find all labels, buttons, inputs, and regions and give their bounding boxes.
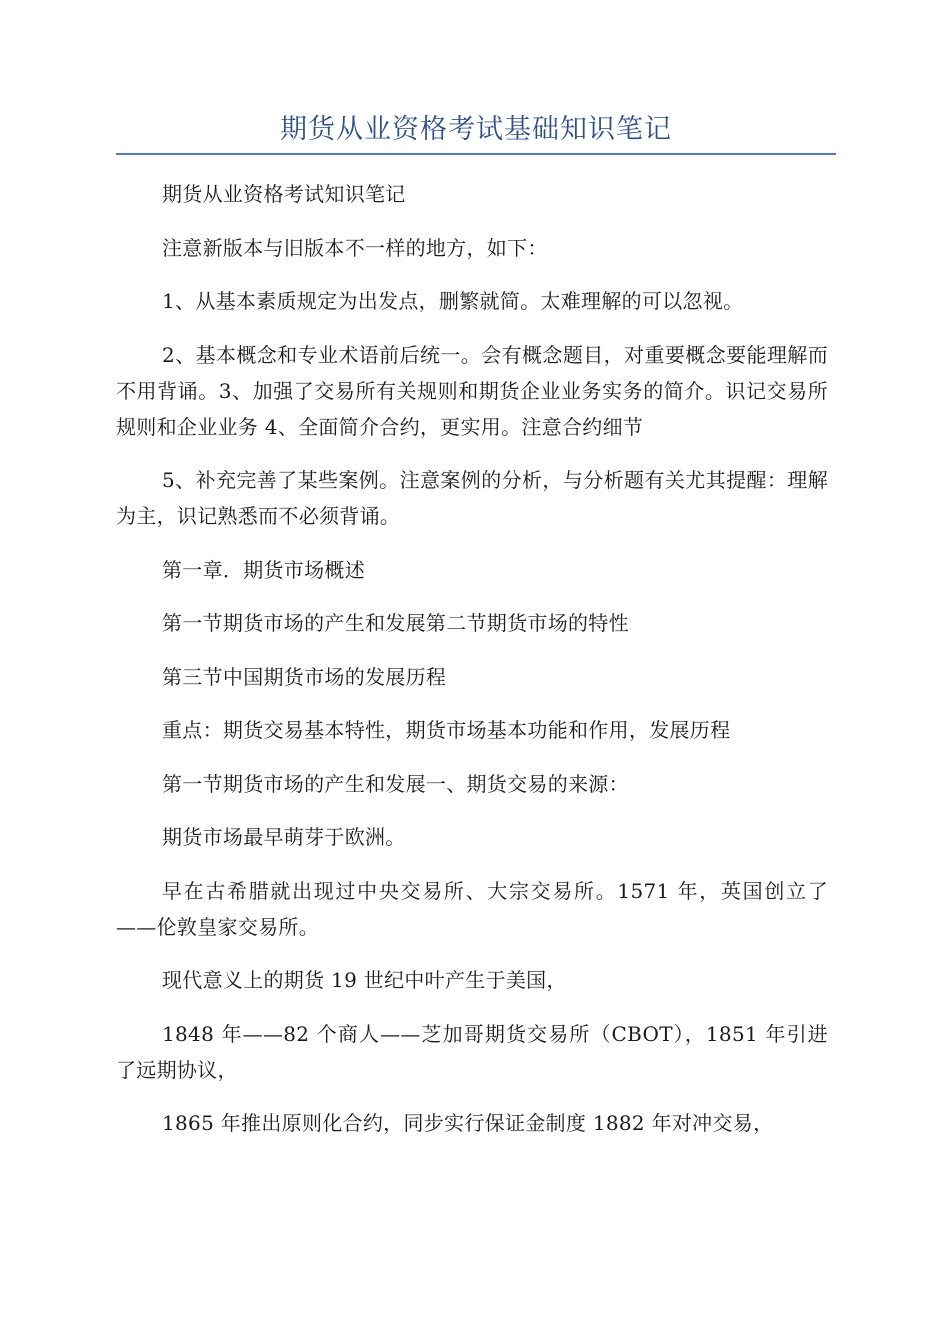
paragraph: 1848 年——82 个商人——芝加哥期货交易所（CBOT），1851 年引进了远期协议， (116, 1021, 828, 1082)
paragraph: 期货市场最早萌芽于欧洲。 (162, 825, 406, 849)
paragraph: 第三节中国期货市场的发展历程 (162, 664, 447, 689)
title-underline (116, 153, 836, 155)
paragraph: 2、基本概念和专业术语前后统一。会有概念题目，对重要概念要能理解而不用背诵。3、加强了交易所有关规则和期货企业业务实务的简介。识记交易所规则和企业业务 4、全面简介合约，更实用。注意合约细节 (116, 342, 828, 439)
paragraph: 1865 年推出原则化合约，同步实行保证金制度 1882 年对冲交易， (162, 1111, 774, 1135)
paragraph: 现代意义上的期货 19 世纪中叶产生于美国， (162, 968, 567, 992)
paragraph: 第一节期货市场的产生和发展第二节期货市场的特性 (162, 611, 629, 635)
paragraph: 5、补充完善了某些案例。注意案例的分析，与分析题有关尤其提醒：理解为主，识记熟悉而不必须背诵。 (116, 468, 828, 528)
paragraph: 1、从基本素质规定为出发点，删繁就简。太难理解的可以忽视。 (162, 289, 744, 313)
paragraph: 第一节期货市场的产生和发展一、期货交易的来源： (162, 771, 629, 796)
paragraph: 第一章．期货市场概述 (162, 557, 365, 582)
document-body (116, 176, 828, 1159)
document-title: 期货从业资格考试基础知识笔记 (280, 114, 672, 145)
paragraph: 早在古希腊就出现过中央交易所、大宗交易所。1571 年，英国创立了——伦敦皇家交易所。 (116, 878, 828, 939)
paragraph: 注意新版本与旧版本不一样的地方，如下： (162, 235, 548, 260)
paragraph: 期货从业资格考试知识笔记 (162, 182, 406, 206)
paragraph: 重点：期货交易基本特性，期货市场基本功能和作用，发展历程 (162, 718, 731, 742)
